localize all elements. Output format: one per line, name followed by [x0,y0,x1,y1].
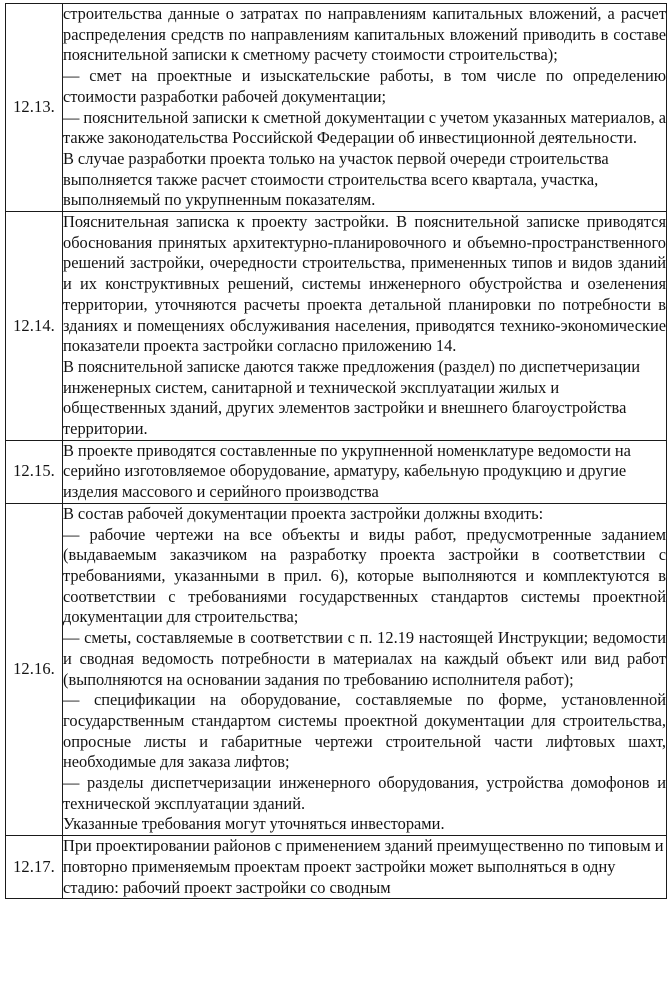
regulation-table [5,3,667,899]
row-number: 12.13. [13,97,55,117]
paragraph-list-item: — смет на проектные и изыскательские работы, в том числе по определению стоимости разработки рабочей документации; [63,66,666,106]
row-number-cell [6,212,63,441]
paragraph: В проекте приводятся составленные по укрупненной номенклатуре ведомости на серийно изготовляемое оборудование, арматуру, кабельную продукцию и другие изделия массового и серийного производства [63,440,631,502]
row-number-cell [6,503,63,835]
table-row [6,212,667,441]
paragraph: строительства данные о затратах по направлениям капитальных вложений, а расчет распределения средств по направлениям капитальных вложений приводить в составе пояснительной записки к сметному расчету стоимости строительства); [63,4,666,65]
paragraph-list-item: — пояснительной записки к сметной документации с учетом указанных материалов, а также законодательства Российской Федерации об инвестиционной деятельности. [63,107,666,148]
row-number-cell [6,4,63,212]
row-number-cell [6,836,63,899]
paragraph: В случае разработки проекта только на участок первой очереди строительства выполняется также расчет стоимости строительства всего квартала, участка, выполняемый по укрупненным показателям. [63,148,609,210]
row-number-cell [6,440,63,503]
table-row [6,836,667,899]
table-row [6,440,667,503]
paragraph: При проектировании районов с применением зданий преимущественно по типовым и повторно применяемым проектам проект застройки может выполняться в одну стадию: рабочий проект застройки со сводным [63,836,664,897]
row-number: 12.16. [13,659,55,679]
paragraph-list-item: — рабочие чертежи на все объекты и виды работ, предусмотренные заданием (выдаваемым заказчиком на разработку проекта застройки в соответствии с требованиями, указанными в прил. 6), которые выполняются и комплектуются в соответствии с требованиями государственных стандартов системы проектной документации для строительства; [63,524,666,627]
row-number: 12.15. [13,461,55,481]
paragraph-list-item: — разделы диспетчеризации инженерного оборудования, устройства домофонов и технической эксплуатации зданий. [63,773,666,813]
row-content-cell [63,503,667,835]
row-content-cell [63,440,667,503]
row-content-cell [63,212,667,441]
paragraph-list-item: — сметы, составляемые в соответствии с п. 12.19 настоящей Инструкции; ведомости и сводная ведомость потребности в материалах на каждый объект или вид работ (выполняются на основании задания по требованию исполнителя работ); [63,628,666,689]
row-number: 12.14. [13,315,55,335]
paragraph-list-item: — спецификации на оборудование, составляемые по форме, установленной государственным стандартом системы проектной документации для строительства, опросные листы и габаритные чертежи строительной части лифтовых шахт, необходимые для заказа лифтов; [63,690,666,772]
paragraph: Указанные требования могут уточняться инвесторами. [63,814,445,834]
paragraph: Пояснительная записка к проекту застройки. В пояснительной записке приводятся обоснования принятых архитектурно-планировочного и объемно-пространственного решений застройки, очередности строительства, примененных типов и видов зданий и их конструктивных решений, системы инженерного обустройства и озеленения территории, уточняются расчеты проекта детальной планировки по потребности в зданиях и помещениях обслуживания населения, приводятся технико-экономические показатели проекта застройки согласно приложению 14. [63,212,666,356]
table-row [6,4,667,212]
paragraph: В пояснительной записке даются также предложения (раздел) по диспетчеризации инженерных систем, санитарной и технической эксплуатации жилых и общественных зданий, других элементов застройки и внешнего благоустройства территории. [63,356,641,439]
table-body [6,4,667,899]
table-row [6,503,667,835]
paragraph: В состав рабочей документации проекта застройки должны входить: [63,503,544,523]
row-content-cell [63,4,667,212]
row-content-cell [63,836,667,899]
row-number: 12.17. [13,856,55,876]
